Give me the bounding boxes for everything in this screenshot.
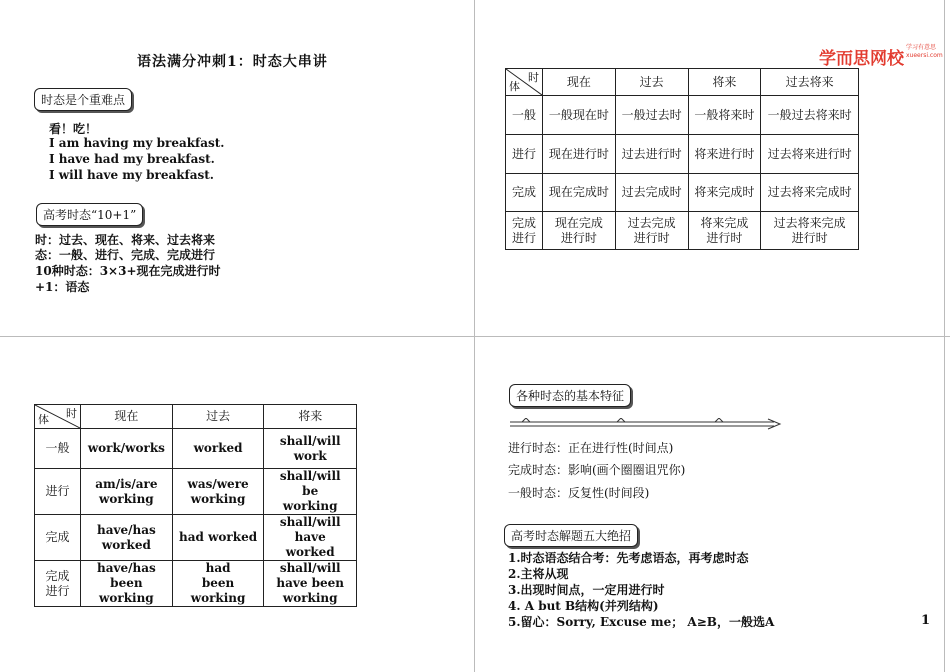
table-row (506, 174, 859, 212)
verb-form-table (34, 404, 357, 607)
tip-line: 5.留心：Sorry, Excuse me； A≥B，一般选A (508, 615, 775, 629)
table-cell: 将来完成时 (688, 174, 761, 212)
table-cell: had worked (172, 515, 264, 561)
table-cell: 现在进行时 (543, 135, 616, 174)
tip-line: 2.主将从现 (508, 567, 569, 581)
table-row (506, 96, 859, 135)
slide1-example-line: I am having my breakfast. (49, 136, 225, 150)
slide1-note-line: 10种时态：3×3+现在完成进行时 (35, 264, 221, 278)
feature-line: 一般时态：反复性(时间段) (508, 486, 650, 500)
tip-line: 3.出现时间点，一定用进行时 (508, 583, 665, 597)
column-header: 过去 (615, 69, 688, 96)
feature-line: 进行时态：正在进行性(时间点) (508, 441, 674, 455)
row-label: 进行 (506, 135, 543, 174)
table-row (506, 135, 859, 174)
table-cell: 过去将来完成进行时 (761, 212, 859, 250)
table-cell: worked (172, 429, 264, 469)
row-label: 完成 (35, 515, 81, 561)
tip-line: 4. A but B结构(并列结构) (508, 599, 659, 613)
table-cell: 过去完成时 (615, 174, 688, 212)
table-cell: work/works (81, 429, 173, 469)
table-cell: 一般过去时 (615, 96, 688, 135)
tip-line: 1.时态语态结合考：先考虑语态，再考虑时态 (508, 551, 749, 565)
slide1-heading-box-difficulty: 时态是个重难点 (34, 88, 132, 111)
slide1-note-line: +1：语态 (35, 280, 90, 294)
slide1-example-line: I will have my breakfast. (49, 168, 214, 182)
slide4-heading-box-features: 各种时态的基本特征 (509, 384, 631, 407)
slide1-title: 语法满分冲刺1：时态大串讲 (137, 54, 328, 70)
table-cell: shall/will be working (264, 469, 357, 515)
slide1-note-line: 时：过去、现在、将来、过去将来 (35, 233, 216, 247)
row-label: 完成 (506, 174, 543, 212)
brand-logo-subtitle: 学习有意思 (906, 44, 937, 51)
table-row (35, 429, 357, 469)
table-header-row (506, 69, 859, 96)
slide1-heading-box-gaokao: 高考时态“10+1” (36, 203, 143, 226)
timeline-arrow (510, 418, 785, 432)
tense-name-table (505, 68, 859, 250)
row-label: 进行 (35, 469, 81, 515)
table-cell: 过去将来进行时 (761, 135, 859, 174)
table-corner-cell (506, 69, 543, 96)
slide1-example-line: 看！吃！ (49, 122, 98, 136)
table-header-row (35, 405, 357, 429)
table-row (35, 469, 357, 515)
page-number: 1 (921, 613, 931, 628)
brand-logo (819, 44, 943, 69)
table-row (35, 561, 357, 607)
row-label: 一般 (35, 429, 81, 469)
feature-line: 完成时态：影响(画个圈圈诅咒你) (508, 463, 686, 477)
table-row (506, 212, 859, 250)
column-header: 现在 (543, 69, 616, 96)
corner-label-tense: 时 (66, 407, 77, 420)
horizontal-divider (0, 336, 950, 337)
table-cell: 过去进行时 (615, 135, 688, 174)
column-header: 过去 (172, 405, 264, 429)
corner-label-aspect: 体 (38, 413, 49, 426)
table-row (35, 515, 357, 561)
brand-logo-text: 学而思网校 (819, 49, 904, 69)
table-cell: shall/will have worked (264, 515, 357, 561)
table-cell: had been working (172, 561, 264, 607)
row-label: 完成进行 (35, 561, 81, 607)
table-cell: 一般将来时 (688, 96, 761, 135)
table-cell: 一般现在时 (543, 96, 616, 135)
row-label: 一般 (506, 96, 543, 135)
table-cell: 过去将来完成时 (761, 174, 859, 212)
column-header: 过去将来 (761, 69, 859, 96)
corner-label-aspect: 体 (509, 80, 520, 93)
table-cell: am/is/are working (81, 469, 173, 515)
brand-logo-url: xueersi.com (906, 52, 943, 59)
column-header: 将来 (264, 405, 357, 429)
table-corner-cell (35, 405, 81, 429)
row-label: 完成进行 (506, 212, 543, 250)
table-cell: 现在完成时 (543, 174, 616, 212)
table-cell: shall/will work (264, 429, 357, 469)
slide1-note-line: 态：一般、进行、完成、完成进行 (35, 248, 216, 262)
column-header: 将来 (688, 69, 761, 96)
table-cell: have/has been working (81, 561, 173, 607)
table-cell: have/has worked (81, 515, 173, 561)
corner-label-tense: 时 (528, 71, 539, 84)
table-cell: was/were working (172, 469, 264, 515)
table-cell: shall/will have been working (264, 561, 357, 607)
right-edge-line (944, 0, 945, 672)
table-cell: 过去完成进行时 (615, 212, 688, 250)
table-cell: 现在完成进行时 (543, 212, 616, 250)
slide1-example-line: I have had my breakfast. (49, 152, 215, 166)
table-cell: 将来进行时 (688, 135, 761, 174)
table-cell: 将来完成进行时 (688, 212, 761, 250)
column-header: 现在 (81, 405, 173, 429)
slide4-heading-box-tips: 高考时态解题五大绝招 (504, 524, 638, 547)
table-cell: 一般过去将来时 (761, 96, 859, 135)
